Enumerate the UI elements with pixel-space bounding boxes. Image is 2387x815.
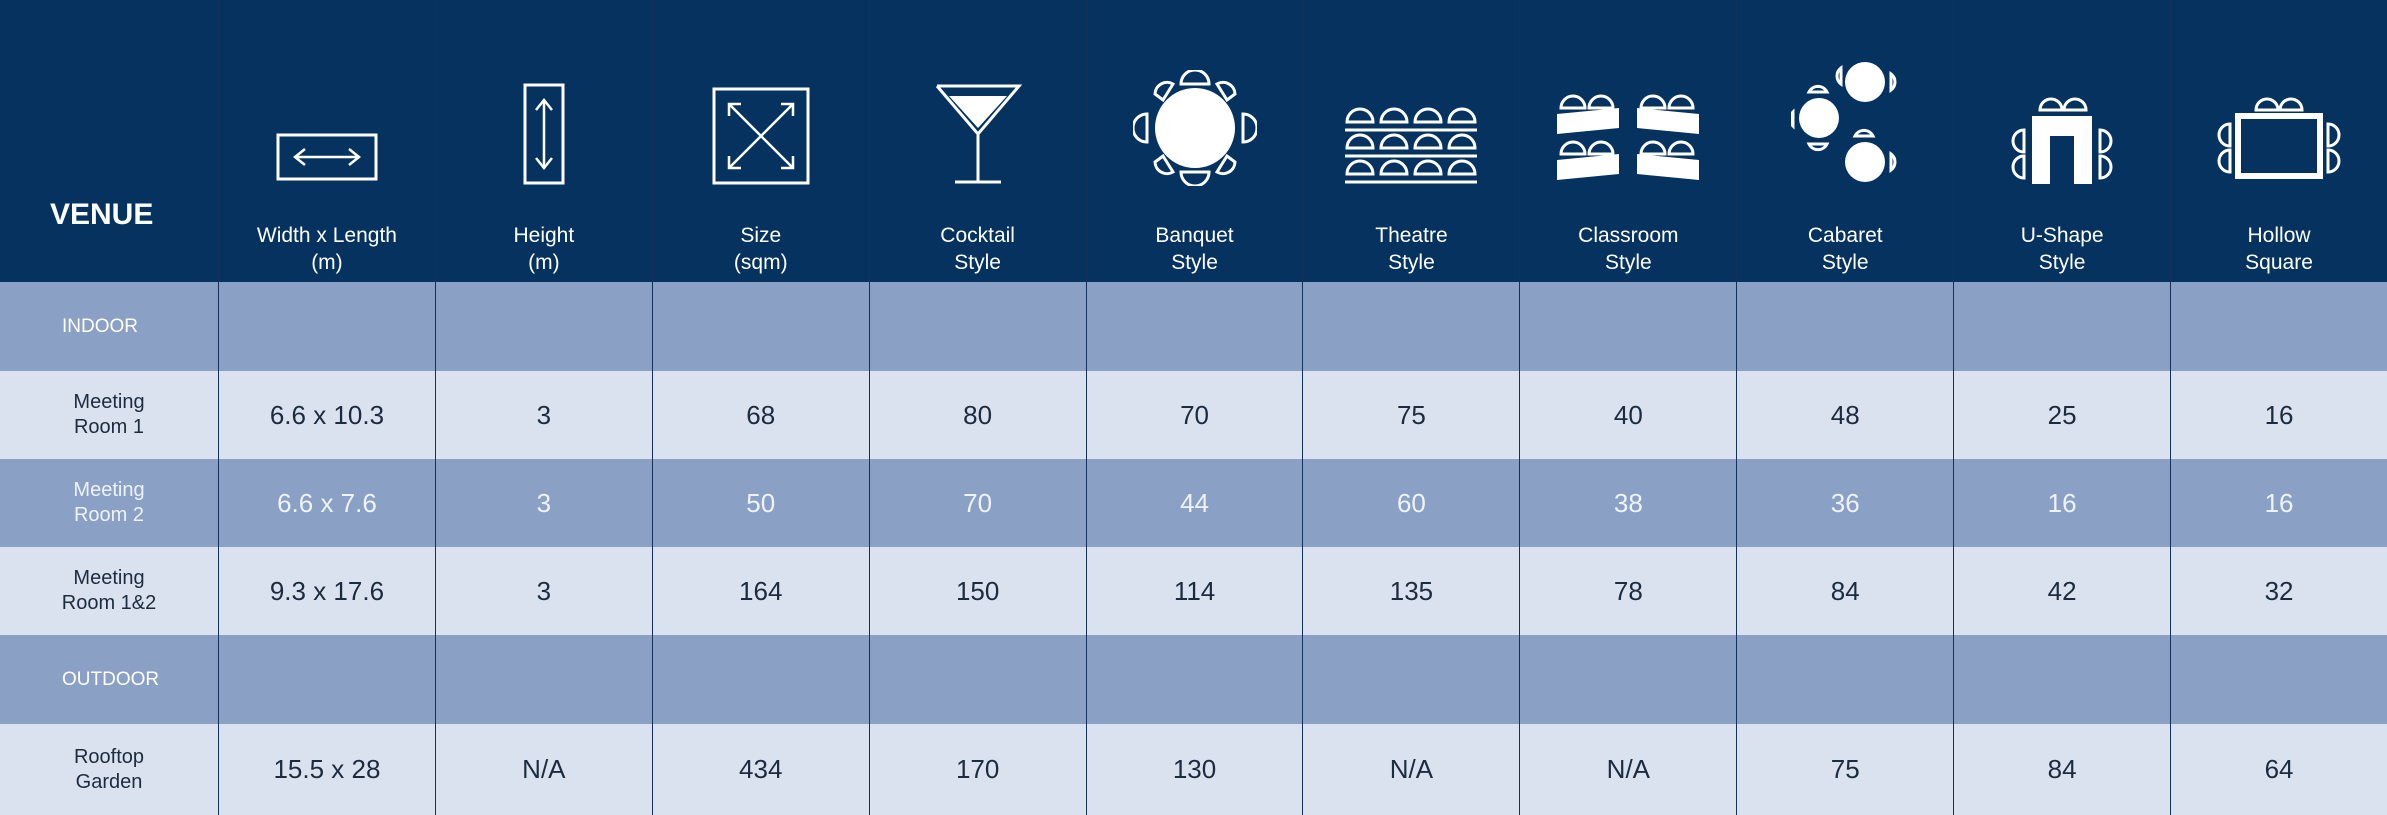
cell-cabaret: 84 — [1737, 547, 1953, 635]
column-header-u-shape — [1954, 0, 2170, 282]
banquet-table-icon — [1087, 36, 1303, 186]
column-header-width-length — [219, 0, 435, 282]
venue-column-header: VENUE — [0, 0, 218, 282]
column-label: Width x Length (m) — [256, 224, 397, 274]
column-label: Height (m) — [513, 224, 575, 274]
section-cell — [1520, 635, 1736, 724]
section-cell — [870, 282, 1086, 371]
section-cell — [653, 282, 869, 371]
theatre-seating-icon — [1303, 36, 1519, 186]
cell-classroom: 40 — [1520, 371, 1736, 459]
section-cell — [436, 635, 652, 724]
column-header-hollow-square — [2171, 0, 2387, 282]
cell-banquet: 70 — [1087, 371, 1303, 459]
cell-size: 164 — [653, 547, 869, 635]
cell-height: 3 — [436, 547, 652, 635]
section-cell — [1954, 282, 2170, 371]
cell-theatre: 60 — [1303, 459, 1519, 547]
width-length-icon — [219, 36, 435, 186]
cell-u-shape: 42 — [1954, 547, 2170, 635]
cell-width-length: 6.6 x 7.6 — [219, 459, 435, 547]
cell-u-shape: 16 — [1954, 459, 2170, 547]
hollow-square-table-icon — [2171, 36, 2387, 186]
cell-classroom: 38 — [1520, 459, 1736, 547]
column-label: Theatre Style — [1375, 224, 1448, 274]
cell-width-length: 15.5 x 28 — [219, 724, 435, 815]
cell-size: 68 — [653, 371, 869, 459]
section-cell — [1520, 282, 1736, 371]
section-cell — [1303, 635, 1519, 724]
size-icon — [653, 36, 869, 186]
section-cell — [1087, 282, 1303, 371]
cell-cocktail: 170 — [870, 724, 1086, 815]
cell-u-shape: 84 — [1954, 724, 2170, 815]
section-cell — [1954, 635, 2170, 724]
cell-hollow-square: 16 — [2171, 459, 2387, 547]
section-cell — [1087, 635, 1303, 724]
column-label: Banquet Style — [1155, 224, 1234, 274]
cocktail-glass-icon — [870, 36, 1086, 186]
section-cell — [2171, 635, 2387, 724]
section-cell — [653, 635, 869, 724]
cell-height: N/A — [436, 724, 652, 815]
column-label: Cabaret Style — [1807, 224, 1883, 274]
column-label: U-Shape Style — [2020, 224, 2104, 274]
cell-hollow-square: 32 — [2171, 547, 2387, 635]
column-label: Size (sqm) — [733, 224, 788, 274]
cell-classroom: N/A — [1520, 724, 1736, 815]
cell-size: 434 — [653, 724, 869, 815]
column-label: Cocktail Style — [940, 224, 1015, 274]
cell-theatre: 75 — [1303, 371, 1519, 459]
row-name-meeting-room-1: Meeting Room 1 — [0, 371, 218, 459]
cell-cabaret: 48 — [1737, 371, 1953, 459]
cell-width-length: 9.3 x 17.6 — [219, 547, 435, 635]
column-header-cocktail — [870, 0, 1086, 282]
cell-hollow-square: 16 — [2171, 371, 2387, 459]
cell-width-length: 6.6 x 10.3 — [219, 371, 435, 459]
section-cell — [2171, 282, 2387, 371]
cell-height: 3 — [436, 371, 652, 459]
column-header-classroom — [1520, 0, 1736, 282]
cell-banquet: 114 — [1087, 547, 1303, 635]
cell-cabaret: 75 — [1737, 724, 1953, 815]
cell-hollow-square: 64 — [2171, 724, 2387, 815]
height-icon — [436, 36, 652, 186]
column-header-cabaret — [1737, 0, 1953, 282]
section-label-indoor: INDOOR — [0, 282, 218, 371]
cell-height: 3 — [436, 459, 652, 547]
column-label: Classroom Style — [1578, 224, 1679, 274]
section-cell — [1737, 282, 1953, 371]
cabaret-tables-icon — [1737, 36, 1953, 186]
column-header-size — [653, 0, 869, 282]
section-cell — [870, 635, 1086, 724]
section-cell — [436, 282, 652, 371]
cell-cocktail: 80 — [870, 371, 1086, 459]
cell-theatre: 135 — [1303, 547, 1519, 635]
cell-cocktail: 150 — [870, 547, 1086, 635]
cell-classroom: 78 — [1520, 547, 1736, 635]
cell-size: 50 — [653, 459, 869, 547]
cell-u-shape: 25 — [1954, 371, 2170, 459]
classroom-seating-icon — [1520, 36, 1736, 186]
cell-theatre: N/A — [1303, 724, 1519, 815]
row-name-meeting-room-1-2: Meeting Room 1&2 — [0, 547, 218, 635]
cell-banquet: 130 — [1087, 724, 1303, 815]
column-header-theatre — [1303, 0, 1519, 282]
column-label: Hollow Square — [2245, 224, 2313, 274]
cell-cocktail: 70 — [870, 459, 1086, 547]
cell-banquet: 44 — [1087, 459, 1303, 547]
section-label-outdoor: OUTDOOR — [0, 635, 218, 724]
cell-cabaret: 36 — [1737, 459, 1953, 547]
row-name-meeting-room-2: Meeting Room 2 — [0, 459, 218, 547]
column-header-banquet — [1087, 0, 1303, 282]
u-shape-table-icon — [1954, 36, 2170, 186]
row-name-rooftop-garden: Rooftop Garden — [0, 724, 218, 815]
section-cell — [219, 282, 435, 371]
section-cell — [1303, 282, 1519, 371]
section-cell — [1737, 635, 1953, 724]
column-header-height — [436, 0, 652, 282]
section-cell — [219, 635, 435, 724]
